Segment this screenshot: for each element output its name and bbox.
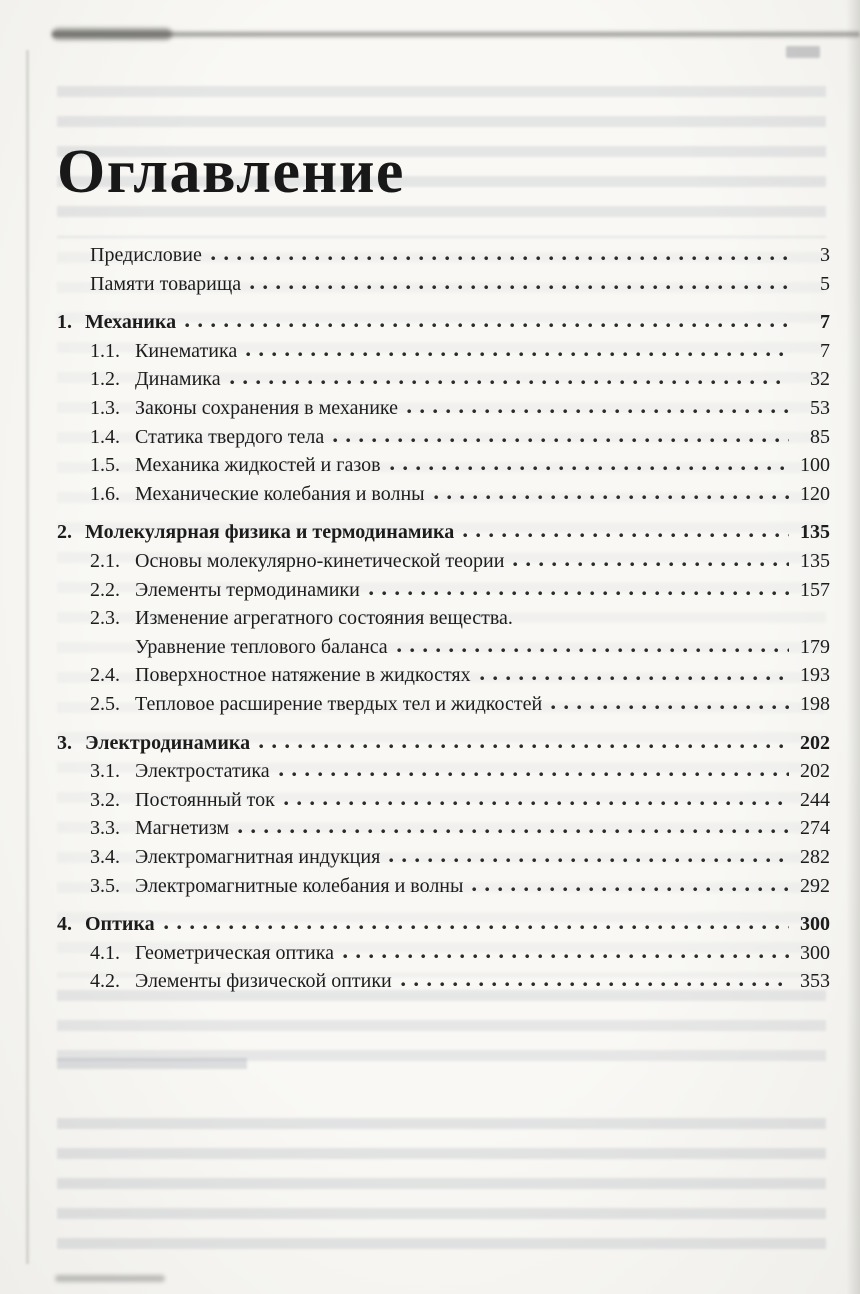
- dot-leader: [480, 675, 789, 681]
- entry-page-number: 7: [820, 311, 830, 334]
- toc-entry: [57, 423, 830, 452]
- page-edge-shadow-left: [26, 50, 29, 1264]
- dot-leader: [238, 828, 789, 834]
- entry-number: 1.6.: [90, 482, 120, 505]
- toc-entry: [57, 451, 830, 480]
- entry-number: 2.5.: [90, 693, 120, 715]
- entry-number: 3.: [57, 731, 72, 754]
- entry-page-number: 135: [800, 550, 830, 573]
- entry-label: Статика твердого тела: [135, 425, 325, 448]
- entry-number: 2.3.: [90, 607, 120, 630]
- entry-page-number: 300: [800, 941, 830, 964]
- entry-number: 1.4.: [90, 425, 120, 448]
- dot-leader: [259, 743, 789, 749]
- entry-page-number: 53: [810, 397, 830, 420]
- toc-entry: [57, 757, 830, 786]
- dot-leader: [390, 465, 789, 471]
- entry-label: Геометрическая оптика: [135, 941, 334, 964]
- toc-entry: [57, 690, 830, 719]
- bleedthrough-smudge-bottom: [57, 1118, 826, 1268]
- entry-page-number: 292: [800, 874, 830, 897]
- entry-page-number: 85: [810, 425, 830, 448]
- dot-leader: [333, 437, 789, 443]
- entry-page-number: 32: [810, 368, 830, 391]
- table-of-contents: [57, 241, 830, 996]
- entry-label: Электродинамика: [85, 731, 251, 754]
- dot-leader: [407, 408, 789, 414]
- dot-leader: [230, 379, 789, 385]
- dot-leader: [513, 561, 789, 567]
- toc-entry: [57, 939, 830, 968]
- entry-label: Предисловие: [90, 244, 202, 267]
- bleedthrough-smudge-answer: [57, 1058, 247, 1071]
- entry-page-number: 135: [800, 521, 830, 544]
- entry-page-number: 353: [800, 970, 830, 993]
- entry-label: Механика: [85, 311, 177, 334]
- dot-leader: [343, 953, 789, 959]
- dot-leader: [164, 924, 789, 930]
- toc-entry: [57, 843, 830, 872]
- entry-page-number: 193: [800, 664, 830, 687]
- dot-leader: [389, 857, 789, 863]
- dot-leader: [284, 800, 789, 806]
- entry-number: 3.5.: [90, 874, 120, 897]
- dot-leader: [250, 284, 789, 290]
- entry-label: Основы молекулярно-кинетической теории: [135, 550, 505, 573]
- entry-page-number: 100: [800, 454, 830, 477]
- entry-page-number: 202: [800, 731, 830, 754]
- toc-entry: [57, 394, 830, 423]
- entry-number: 1.: [57, 311, 72, 334]
- entry-label: Изменение агрегатного состояния вещества.: [135, 607, 513, 630]
- dot-leader: [246, 351, 789, 357]
- dot-leader: [185, 322, 789, 328]
- toc-entry: [57, 518, 830, 547]
- toc-entry: [57, 480, 830, 509]
- entry-label: Памяти товарища: [90, 272, 242, 295]
- entry-number: 2.: [57, 521, 72, 544]
- toc-entry: [57, 365, 830, 394]
- entry-label: Поверхностное натяжение в жидкостях: [135, 664, 471, 687]
- entry-label: Элементы термодинамики: [135, 578, 360, 601]
- entry-number: 4.1.: [90, 941, 120, 964]
- toc-entry: [57, 910, 830, 939]
- entry-page-number: 157: [800, 578, 830, 601]
- entry-page-number: 244: [800, 788, 830, 811]
- dot-leader: [279, 771, 789, 777]
- entry-page-number: 198: [800, 693, 830, 715]
- entry-number: 4.2.: [90, 970, 120, 993]
- dot-leader: [369, 590, 789, 596]
- entry-label: Оптика: [85, 913, 155, 936]
- entry-page-number: 282: [800, 845, 830, 868]
- dot-leader: [463, 532, 789, 538]
- entry-label: Элементы физической оптики: [135, 970, 392, 993]
- entry-number: 1.2.: [90, 368, 120, 391]
- dot-leader: [551, 704, 789, 710]
- dot-leader: [401, 981, 789, 987]
- entry-label: Электромагнитная индукция: [135, 845, 381, 868]
- entry-page-number: 274: [800, 817, 830, 840]
- entry-label: Электростатика: [135, 760, 270, 783]
- toc-entry: [57, 308, 830, 337]
- entry-page-number: 179: [800, 635, 830, 658]
- dot-leader: [397, 647, 789, 653]
- page-edge-shadow-bottom: [55, 1275, 165, 1282]
- entry-label: Постоянный ток: [135, 788, 275, 811]
- entry-number: 3.3.: [90, 817, 120, 840]
- entry-label: Уравнение теплового баланса: [135, 635, 388, 658]
- toc-entry: [57, 814, 830, 843]
- entry-label: Механика жидкостей и газов: [135, 454, 381, 477]
- toc-entry: [57, 337, 830, 366]
- entry-page-number: 5: [820, 272, 830, 295]
- page-content: [57, 0, 830, 996]
- entry-page-number: 3: [820, 244, 830, 267]
- entry-number: 3.2.: [90, 788, 120, 811]
- toc-entry: [57, 270, 830, 299]
- entry-label: Динамика: [135, 368, 221, 391]
- toc-entry: [57, 786, 830, 815]
- entry-number: 1.3.: [90, 397, 120, 420]
- entry-number: 2.4.: [90, 664, 120, 687]
- entry-number: 1.5.: [90, 454, 120, 477]
- entry-label: Тепловое расширение твердых тел и жидкостей: [135, 693, 543, 715]
- page-title: Оглавление: [57, 138, 405, 206]
- toc-entry: [57, 872, 830, 901]
- entry-number: 3.1.: [90, 760, 120, 783]
- toc-entry: [57, 241, 830, 270]
- entry-page-number: 120: [800, 482, 830, 505]
- entry-page-number: 7: [820, 339, 830, 362]
- dot-leader: [211, 255, 789, 261]
- entry-number: 2.1.: [90, 550, 120, 573]
- entry-number: 2.2.: [90, 578, 120, 601]
- page-edge-shadow-right: [846, 0, 860, 1294]
- toc-entry: [57, 547, 830, 576]
- toc-entry: [57, 729, 830, 758]
- entry-number: 4.: [57, 913, 72, 936]
- toc-entry: [57, 967, 830, 996]
- dot-leader: [434, 494, 789, 500]
- entry-label: Кинематика: [135, 339, 238, 362]
- entry-label: Механические колебания и волны: [135, 482, 425, 505]
- entry-page-number: 202: [800, 760, 830, 783]
- toc-entry: [57, 576, 830, 605]
- entry-page-number: 300: [800, 913, 830, 936]
- toc-entry: [57, 604, 830, 633]
- entry-label: Магнетизм: [135, 817, 230, 840]
- dot-leader: [472, 886, 789, 892]
- toc-entry: [57, 661, 830, 690]
- entry-number: 1.1.: [90, 339, 120, 362]
- entry-label: Молекулярная физика и термодинамика: [85, 521, 455, 544]
- entry-label: Электромагнитные колебания и волны: [135, 874, 464, 897]
- entry-label: Законы сохранения в механике: [135, 397, 399, 420]
- toc-entry-continuation: [57, 633, 830, 662]
- entry-number: 3.4.: [90, 845, 120, 868]
